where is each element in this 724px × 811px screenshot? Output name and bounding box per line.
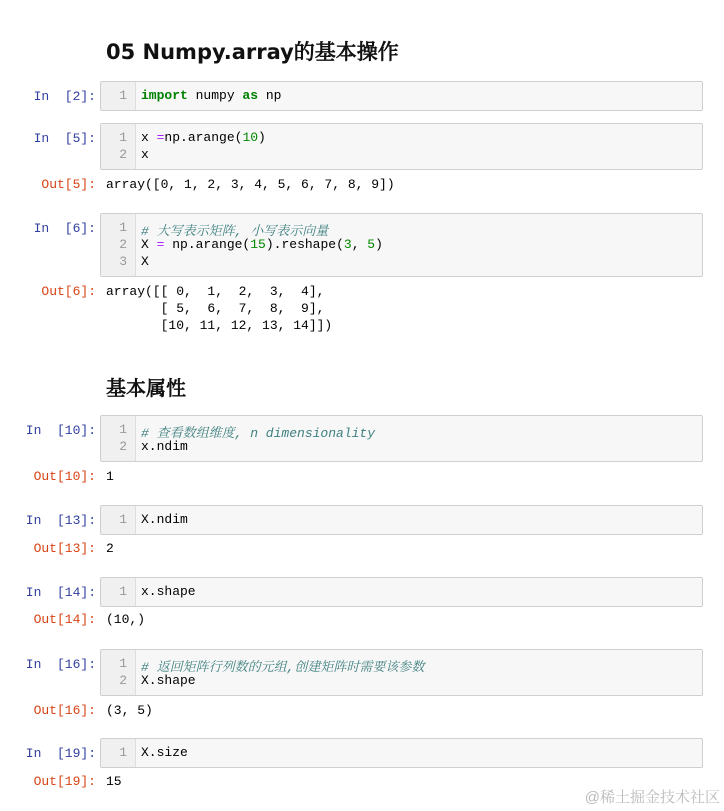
code-token: X <box>141 237 157 252</box>
line-number-gutter <box>101 82 136 110</box>
code-line[interactable] <box>141 584 196 599</box>
comment-token: # 查看数组维度, n dimensionality <box>141 426 376 441</box>
input-prompt: In [10]: <box>25 423 96 438</box>
code-editor[interactable] <box>100 505 703 535</box>
code-token: x.shape <box>141 584 196 599</box>
code-line[interactable] <box>141 147 149 162</box>
output-text: array([0, 1, 2, 3, 4, 5, 6, 7, 8, 9]) <box>106 177 395 192</box>
comment-token: # 返回矩阵行列数的元组,创建矩阵时需要该参数 <box>141 660 425 675</box>
code-editor[interactable] <box>100 649 703 696</box>
output-prompt: Out[19]: <box>33 774 96 789</box>
code-token: X.size <box>141 745 188 760</box>
code-editor[interactable] <box>100 123 703 170</box>
output-prompt: Out[10]: <box>33 469 96 484</box>
line-number: 2 <box>119 673 127 688</box>
keyword-token: as <box>242 88 259 103</box>
line-number-gutter <box>101 124 136 169</box>
line-number: 1 <box>119 584 127 599</box>
notebook-title: 05 Numpy.array的基本操作 <box>106 40 399 64</box>
line-number-gutter <box>101 416 136 461</box>
code-token: x <box>141 130 157 145</box>
code-token: np.arange( <box>164 130 243 145</box>
line-number: 1 <box>119 745 127 760</box>
code-token: X.shape <box>141 673 196 688</box>
output-prompt: Out[16]: <box>33 703 96 718</box>
code-line[interactable] <box>141 673 196 688</box>
operator-token: = <box>156 237 165 252</box>
line-number: 2 <box>119 439 127 454</box>
watermark: @稀土掘金技术社区 <box>584 789 720 806</box>
line-number-gutter <box>101 739 136 767</box>
output-prompt: Out[5]: <box>41 177 96 192</box>
code-token: X.ndim <box>141 512 188 527</box>
line-number: 1 <box>119 656 127 671</box>
code-token: x <box>141 147 149 162</box>
line-number: 1 <box>119 88 127 103</box>
code-editor[interactable] <box>100 415 703 462</box>
code-line[interactable] <box>141 512 188 527</box>
output-text: array([[ 0, 1, 2, 3, 4], [ 5, 6, 7, 8, 9], [10, 11, 12, 13, 14]]) <box>106 284 333 333</box>
output-prompt: Out[13]: <box>33 541 96 556</box>
line-number: 1 <box>119 422 127 437</box>
number-token: 3 <box>343 237 352 252</box>
line-number: 1 <box>119 220 127 235</box>
code-editor[interactable] <box>100 577 703 607</box>
code-line[interactable] <box>141 439 188 454</box>
code-token: X <box>141 254 149 269</box>
code-token: , <box>351 237 368 252</box>
line-number-gutter <box>101 214 136 276</box>
output-text: 15 <box>106 774 122 789</box>
code-token: ) <box>375 237 383 252</box>
code-token: ).reshape( <box>265 237 344 252</box>
keyword-token: import <box>141 88 188 103</box>
output-prompt: Out[14]: <box>33 612 96 627</box>
code-editor[interactable] <box>100 213 703 277</box>
code-line[interactable] <box>141 745 188 760</box>
comment-token: # 大写表示矩阵, 小写表示向量 <box>141 224 329 239</box>
code-token: ) <box>258 130 266 145</box>
code-line[interactable] <box>141 237 383 252</box>
input-prompt: In [19]: <box>25 746 96 761</box>
number-token: 15 <box>250 237 266 252</box>
output-prompt: Out[6]: <box>41 284 96 299</box>
code-line[interactable] <box>141 130 266 145</box>
number-token: 10 <box>242 130 259 145</box>
input-prompt: In [16]: <box>25 657 96 672</box>
operator-token: = <box>156 130 165 145</box>
line-number-gutter <box>101 650 136 695</box>
input-prompt: In [2]: <box>33 89 96 104</box>
code-editor[interactable] <box>100 81 703 111</box>
input-prompt: In [14]: <box>25 585 96 600</box>
output-text: (3, 5) <box>106 703 153 718</box>
code-token: x.ndim <box>141 439 188 454</box>
code-token: numpy <box>187 88 243 103</box>
code-token: np.arange( <box>164 237 251 252</box>
line-number: 1 <box>119 130 127 145</box>
line-number: 2 <box>119 237 127 252</box>
code-line[interactable] <box>141 254 149 269</box>
input-prompt: In [6]: <box>33 221 96 236</box>
code-line[interactable] <box>141 88 281 103</box>
section-heading: 基本属性 <box>106 376 186 400</box>
output-text: 1 <box>106 469 114 484</box>
line-number-gutter <box>101 578 136 606</box>
code-token: np <box>258 88 282 103</box>
line-number: 2 <box>119 147 127 162</box>
line-number: 3 <box>119 254 127 269</box>
line-number-gutter <box>101 506 136 534</box>
line-number: 1 <box>119 512 127 527</box>
number-token: 5 <box>367 237 376 252</box>
output-text: 2 <box>106 541 114 556</box>
code-editor[interactable] <box>100 738 703 768</box>
input-prompt: In [5]: <box>33 131 96 146</box>
input-prompt: In [13]: <box>25 513 96 528</box>
output-text: (10,) <box>106 612 146 627</box>
